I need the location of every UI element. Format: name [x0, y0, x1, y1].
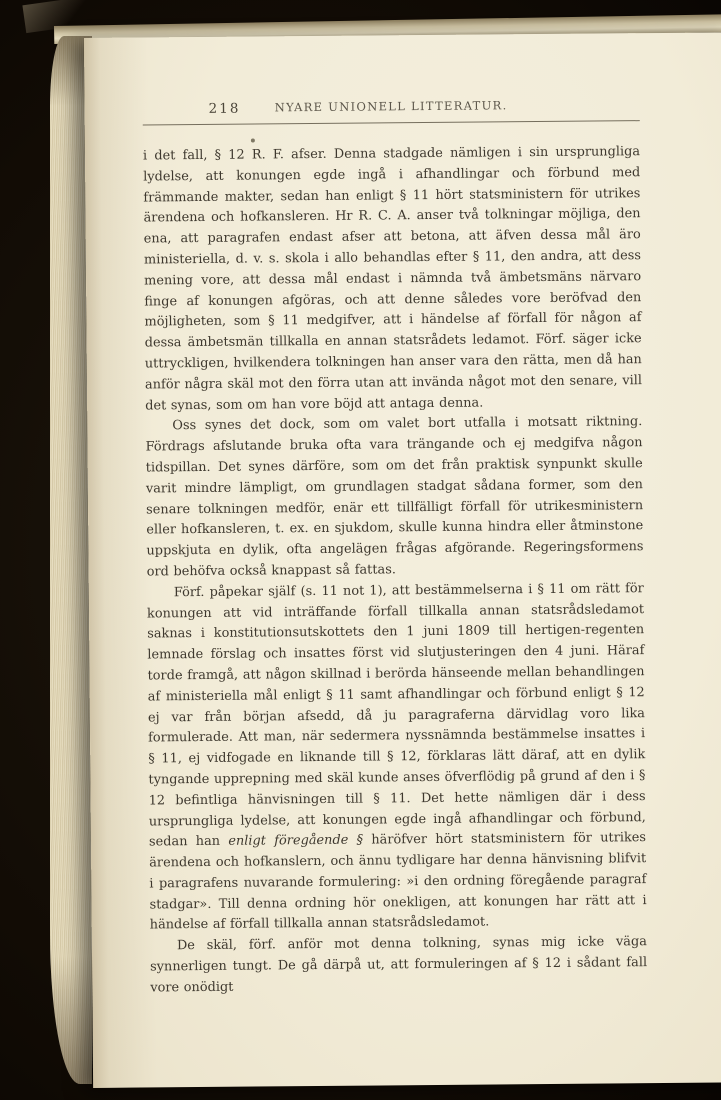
page-content [84, 33, 647, 999]
paragraph-3-text-before: Förf. påpekar själf (s. 11 not 1), att bestämmelserna i § 11 om rätt för konungen att vid inträffande förfall tillkalla annan statsrådsledamot saknas i konstitutionsutskottets den 1 juni 1809 till hertigen-regenten lemnade förslag och insattes först vid slutjusteringen den 4 juni. Häraf torde framgå, att någon skillnad i berörda hänseende mellan behandlingen af ministeriella mål enligt § 11 samt afhandlingar och förbund enligt § 12 ej var från början afsedd, då ju paragraferna därvidlag voro lika formulerade. Att man, när sedermera nyssnämnda bestämmelse insattes i § 11, ej vidfogade en liknande till § 12, förklaras lätt däraf, att en dylik tyngande upprepning med skäl kunde anses öfverflödig på grund af den i § 12 befintliga hänvisningen till § 11. Det hette nämligen där i dess ursprungliga lydelse, att konungen egde ingå afhandlingar och förbund, sedan han [146, 580, 646, 850]
running-title: NYARE UNIONELL LITTERATUR. [274, 98, 508, 115]
book-page [84, 32, 721, 1088]
paragraph-2: Oss synes det dock, som om valet bort utfalla i motsatt riktning. Fördrags afslutande bruka ofta vara trängande och ej medgifva någon tidspillan. Det synes därföre, som om det från praktisk synpunkt skulle varit mindre lämpligt, om grundlagen stadgat sådana former, som den senare tolkningen medför, enär ett tillfälligt förfall för utrikesministern eller hofkansleren, t. ex. en sjukdom, skulle kunna hindra eller åtminstone uppskjuta en dylik, ofta angelägen frågas afgörande. Regeringsformens ord behöfva också knappast så fattas. [145, 414, 644, 580]
paragraph-3-text-after: häröfver hört statsministern för utrikes ärendena och hofkanslern, och ännu tydligare har denna hänvisning blifvit i paragrafens nuvarande formulering: »i den ordning föregående paragraf stadgar». Till denna ordning hör onekligen, att konungen har rätt att i händelse af förfall tillkalla annan statsrådsledamot. [149, 830, 647, 933]
page-text [143, 142, 647, 999]
paragraph-3 [147, 579, 647, 937]
page-number: 218 [208, 100, 241, 117]
running-head [143, 97, 640, 118]
paragraph-3-italic: enligt föregående § [228, 832, 364, 850]
header-rule [143, 120, 640, 125]
paragraph-4: De skäl, förf. anför mot denna tolkning, synas mig icke väga synnerligen tungt. De gå därpå ut, att formuleringen af § 12 i sådant fall vore onödigt [150, 934, 648, 996]
ink-speck [251, 139, 255, 143]
paragraph-1: i det fall, § 12 R. F. afser. Denna stadgade nämligen i sin ursprungliga lydelse, att konungen egde ingå i afhandlingar och förbund med främmande makter, sedan han enligt § 11 hört statsministern för utrikes ärendena och hofkansleren. Hr R. C. A. anser två tolkningar möjliga, den ena, att paragrafen endast afser att betona, att äfven dessa mål äro ministeriella, d. v. s. skola i allo behandlas efter § 11, den andra, att dess mening vore, att dessa mål endast i nämnda två ämbetsmäns närvaro finge af konungen afgöras, och att denne således vore beröfvad den möjligheten, som § 11 medgifver, att i händelse af förfall för någon af dessa ämbetsmän tillkalla en annan statsrådets ledamot. Förf. säger icke uttryckligen, hvilkendera tolkningen han anser vara den rätta, men då han anför några skäl mot den förra utan att invända något mot den senare, vill det synas, som om han vore böjd att antaga denna. [142, 144, 643, 414]
